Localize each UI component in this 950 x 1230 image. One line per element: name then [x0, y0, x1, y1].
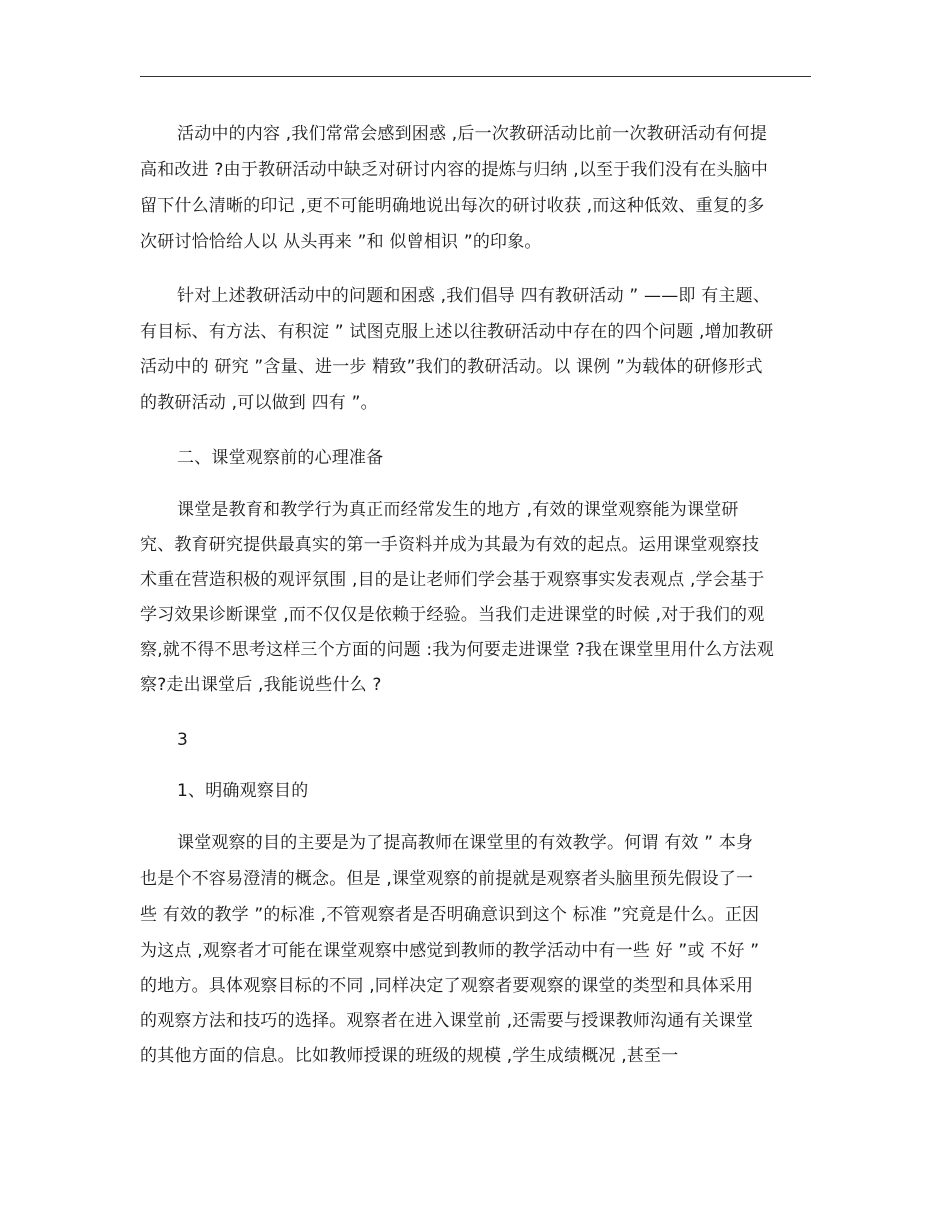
paragraph-line: 针对上述教研活动中的问题和困惑 ,我们倡导 四有教研活动 ” ——即 有主题、	[177, 286, 771, 306]
subsection-heading: 1、明确观察目的	[177, 781, 309, 801]
paragraph-line: 察,就不得不思考这样三个方面的问题 :我为何要走进课堂 ?我在课堂里用什么方法观	[140, 640, 774, 660]
paragraph-line: 留下什么清晰的印记 ,更不可能明确地说出每次的研讨收获 ,而这种低效、重复的多	[140, 196, 765, 216]
paragraph-line: 的地方。具体观察目标的不同 ,同样决定了观察者要观察的课堂的类型和具体采用	[140, 976, 754, 996]
paragraph-line: 究、教育研究提供最真实的第一手资料并成为其最为有效的起点。运用课堂观察技	[140, 535, 760, 555]
paragraph-line: 察?走出课堂后 ,我能说些什么 ?	[140, 675, 382, 695]
paragraph-line: 有目标、有方法、有积淀 ” 试图克服上述以往教研活动中存在的四个问题 ,增加教研	[140, 322, 774, 342]
paragraph-line: 次研讨恰恰给人以 从头再来 ”和 似曾相识 ”的印象。	[140, 232, 542, 252]
section-heading: 二、课堂观察前的心理准备	[177, 448, 384, 468]
paragraph-line: 的观察方法和技巧的选择。观察者在进入课堂前 ,还需要与授课教师沟通有关课堂	[140, 1011, 754, 1031]
paragraph-line: 的其他方面的信息。比如教师授课的班级的规模 ,学生成绩概况 ,甚至一	[140, 1046, 679, 1066]
paragraph-line: 课堂是教育和教学行为真正而经常发生的地方 ,有效的课堂观察能为课堂研	[177, 500, 739, 520]
paragraph-line: 些 有效的教学 ”的标准 ,不管观察者是否明确意识到这个 标准 ”究竟是什么。正因	[140, 905, 760, 925]
paragraph-line: 高和改进 ?由于教研活动中缺乏对研讨内容的提炼与归纳 ,以至于我们没有在头脑中	[140, 160, 769, 180]
paragraph-line: 为这点 ,观察者才可能在课堂观察中感觉到教师的教学活动中有一些 好 ”或 不好 ”	[140, 941, 760, 961]
paragraph-line: 学习效果诊断课堂 ,而不仅仅是依赖于经验。当我们走进课堂的时候 ,对于我们的观	[140, 605, 765, 625]
paragraph-line: 课堂观察的目的主要是为了提高教师在课堂里的有效教学。何谓 有效 ” 本身	[177, 833, 754, 853]
header-rule	[140, 76, 811, 77]
paragraph-line: 的教研活动 ,可以做到 四有 ”。	[140, 393, 378, 413]
paragraph-line: 也是个不容易澄清的概念。但是 ,课堂观察的前提就是观察者头脑里预先假设了一	[140, 869, 754, 889]
paragraph-line: 术重在营造积极的观评氛围 ,目的是让老师们学会基于观察事实发表观点 ,学会基于	[140, 570, 765, 590]
paragraph-line: 活动中的内容 ,我们常常会感到困惑 ,后一次教研活动比前一次教研活动有何提	[177, 124, 768, 144]
page-number: 3	[177, 730, 189, 750]
paragraph-line: 活动中的 研究 ”含量、进一步 精致”我们的教研活动。以 课例 ”为载体的研修形式	[140, 357, 763, 377]
